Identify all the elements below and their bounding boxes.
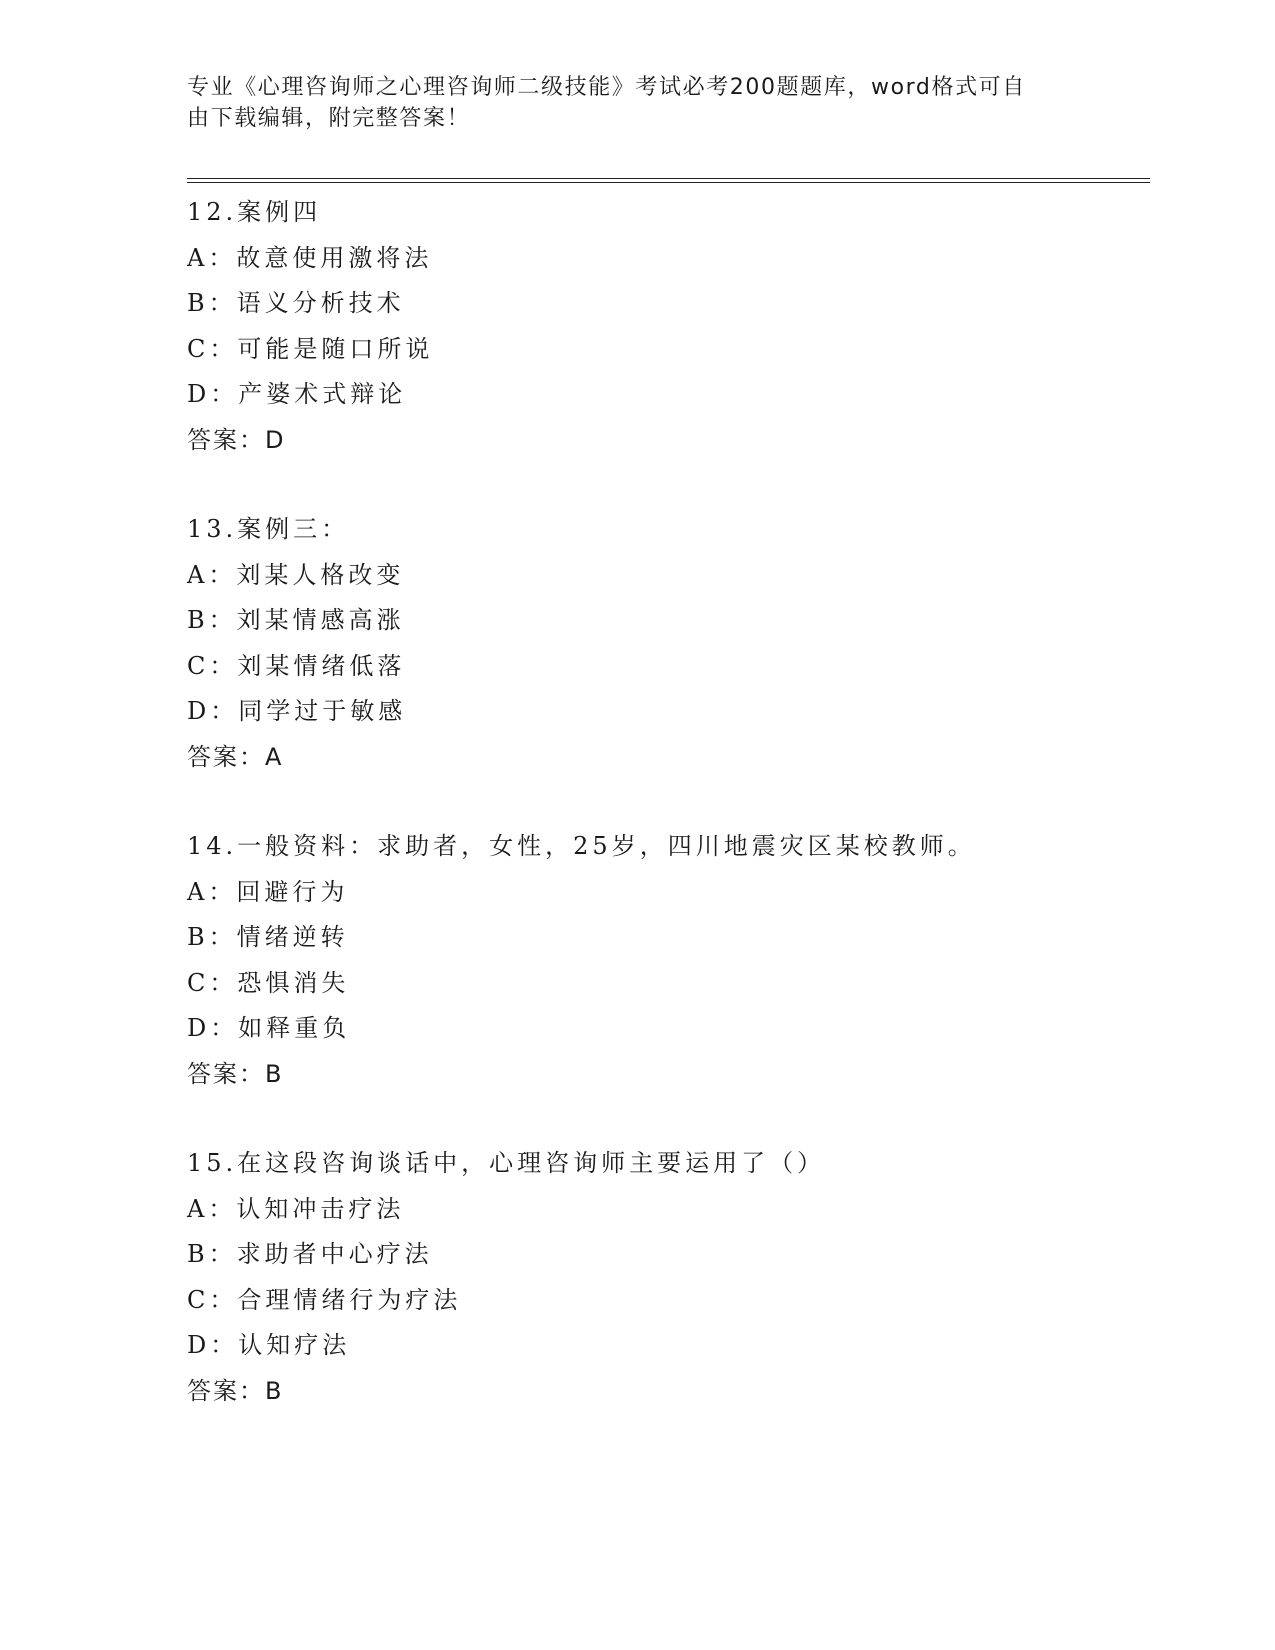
answer-line: 答案：D — [187, 425, 286, 454]
option-d: D：如释重负 — [187, 1014, 351, 1042]
question-stem: 15.在这段咨询谈话中，心理咨询师主要运用了（） — [187, 1149, 826, 1177]
document-header — [187, 72, 1087, 134]
option-d: D：同学过于敏感 — [187, 697, 407, 725]
option-b: B：语义分析技术 — [187, 289, 405, 317]
answer-line: 答案：B — [187, 1376, 284, 1405]
option-d: D：认知疗法 — [187, 1331, 351, 1359]
question-stem: 12.案例四 — [187, 198, 322, 226]
header-divider-top — [187, 178, 1150, 179]
option-b: B：情绪逆转 — [187, 923, 349, 951]
question-stem: 13.案例三： — [187, 515, 350, 543]
option-c: C：合理情绪行为疗法 — [187, 1285, 462, 1314]
option-b: B：求助者中心疗法 — [187, 1240, 433, 1268]
option-b: B：刘某情感高涨 — [187, 606, 405, 634]
option-a: A：认知冲击疗法 — [187, 1194, 405, 1223]
question-stem: 14.一般资料：求助者，女性，25岁，四川地震灾区某校教师。 — [187, 832, 976, 860]
question-15 — [187, 1141, 1150, 1414]
question-12 — [187, 190, 1150, 463]
question-14 — [187, 824, 1150, 1097]
option-a: A：刘某人格改变 — [187, 560, 405, 589]
header-line-2: 由下载编辑，附完整答案！ — [187, 106, 471, 131]
option-c: C：刘某情绪低落 — [187, 651, 406, 680]
option-a: A：故意使用激将法 — [187, 243, 433, 272]
answer-line: 答案：B — [187, 1059, 284, 1088]
option-d: D：产婆术式辩论 — [187, 380, 407, 408]
option-c: C：恐惧消失 — [187, 968, 350, 997]
answer-line: 答案：A — [187, 742, 284, 771]
header-line-1: 专业《心理咨询师之心理咨询师二级技能》考试必考200题题库，word格式可自 — [187, 75, 1026, 100]
option-c: C：可能是随口所说 — [187, 334, 434, 363]
question-list — [187, 190, 1150, 1458]
header-divider-bottom — [187, 182, 1150, 183]
question-13 — [187, 507, 1150, 780]
option-a: A：回避行为 — [187, 877, 349, 906]
